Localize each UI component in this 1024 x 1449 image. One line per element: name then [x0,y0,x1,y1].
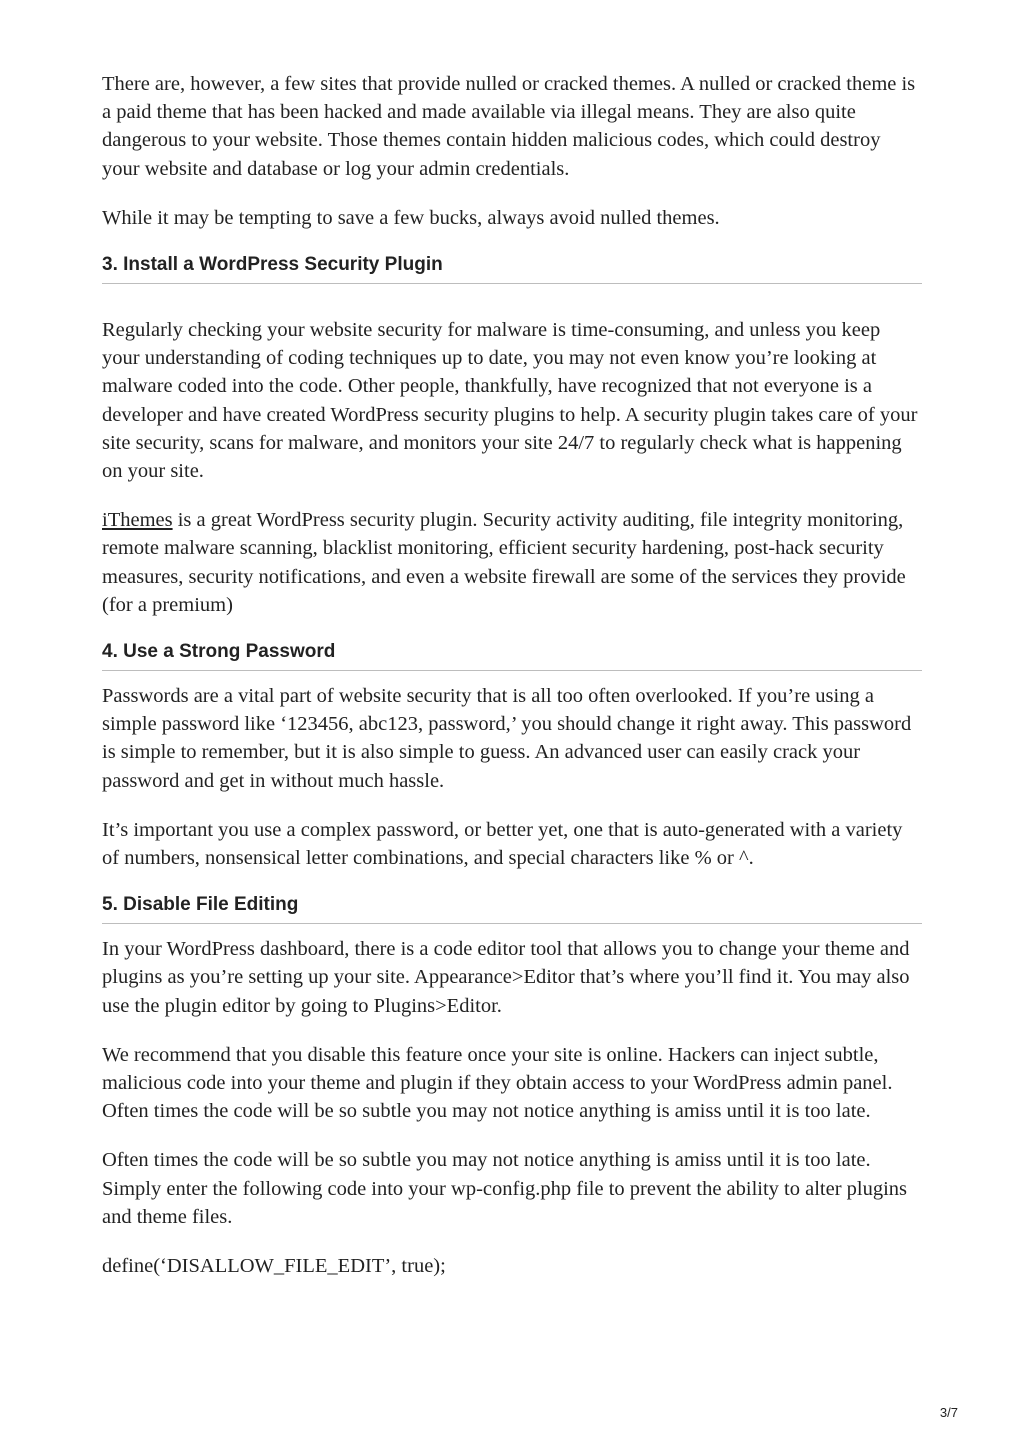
file-editing-paragraph-recommend: We recommend that you disable this feature once your site is online. Hackers can inject subtle, malicious code into your theme and plugin if they obtain access to your WordPress admin panel. Often times the code will be so subtle you may not notice anything is amiss until it is too late. [102,1043,893,1123]
ithemes-paragraph [102,506,922,619]
section-heading-security-plugin: 3. Install a WordPress Security Plugin [102,253,922,284]
password-paragraph-overlooked: Passwords are a vital part of website security that is all too often overlooked. If you’re using a simple password like ‘123456, abc123, password,’ you should change it right away. This password is simple to remember, but it is also simple to guess. An advanced user can easily crack your password and get in without much hassle. [102,685,912,792]
code-snippet: define(‘DISALLOW_FILE_EDIT’, true); [102,1255,446,1278]
intro-paragraph-nulled-themes: There are, however, a few sites that provide nulled or cracked themes. A nulled or cracked theme is a paid theme that has been hacked and made available via illegal means. They are also quite dangerous to your website. Those themes contain hidden malicious codes, which could destroy your website and database or log your admin credentials. [102,73,916,180]
password-paragraph-complex: It’s important you use a complex password, or better yet, one that is auto-generated with a variety of numbers, nonsensical letter combinations, and special characters like % or ^. [102,818,903,870]
section-heading-strong-password: 4. Use a Strong Password [102,640,922,671]
ithemes-link[interactable]: iThemes [102,509,173,532]
file-editing-paragraph-editor: In your WordPress dashboard, there is a code editor tool that allows you to change your theme and plugins as you’re setting up your site. Appearance>Editor that’s where you’ll find it. You may also use the plugin editor by going to Plugins>Editor. [102,938,910,1017]
intro-paragraph-avoid-nulled: While it may be tempting to save a few bucks, always avoid nulled themes. [102,206,720,229]
page-number: 3/7 [939,1405,958,1420]
article-content [102,70,922,1301]
ithemes-paragraph-text: is a great WordPress security plugin. Security activity auditing, file integrity monitoring, remote malware scanning, blacklist monitoring, efficient security hardening, post-hack security measures, security notifications, and even a website firewall are some of the services they provide (for a premium) [102,509,906,616]
section-heading-disable-file-editing: 5. Disable File Editing [102,893,922,924]
file-editing-paragraph-wp-config: Often times the code will be so subtle you may not notice anything is amiss until it is too late. Simply enter the following code into your wp-config.php file to prevent the ability to alter plugins and theme files. [102,1149,908,1228]
security-plugin-paragraph: Regularly checking your website security for malware is time-consuming, and unless you keep your understanding of coding techniques up to date, you may not even know you’re looking at malware coded into the code. Other people, thankfully, have recognized that not everyone is a developer and have created WordPress security plugins to help. A security plugin takes care of your site security, scans for malware, and monitors your site 24/7 to regularly check what is happening on your site. [102,319,918,483]
